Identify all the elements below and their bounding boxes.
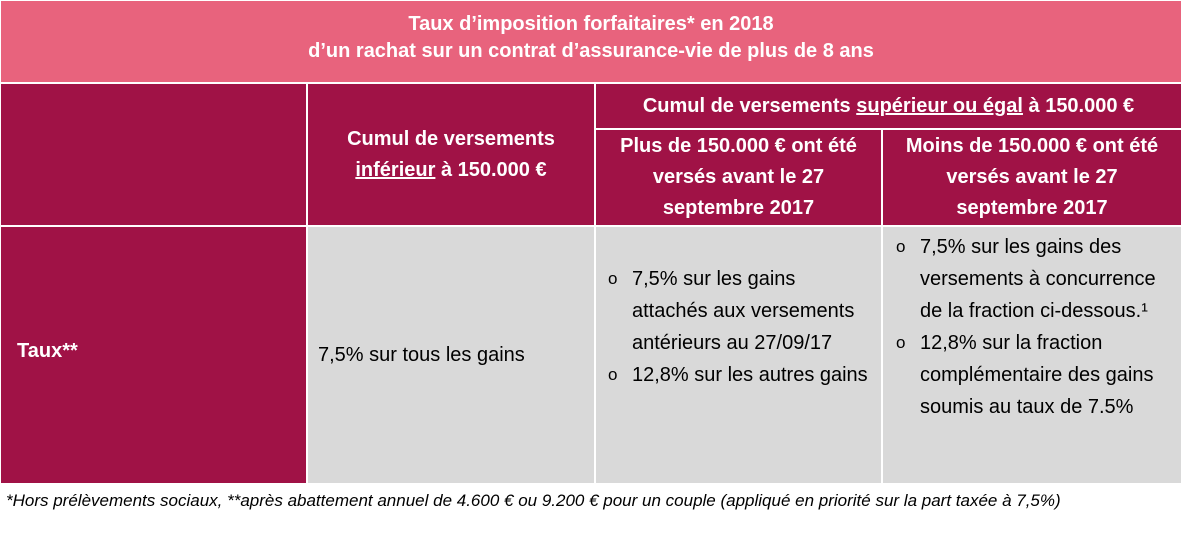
- moins-rate-item-2: 12,8% sur la fraction complémentaire des gains soumis au taux de 7.5%: [920, 332, 1154, 418]
- row-label-cell: [0, 226, 307, 484]
- list-item: [603, 263, 871, 359]
- table-title: [0, 0, 1182, 83]
- footnote: *Hors prélèvements sociaux, **après abattement annuel de 4.600 € ou 9.200 € pour un couple (appliqué en priorité sur la part taxée à 7,5%): [6, 491, 1061, 510]
- moins-rate-cell: [882, 226, 1182, 484]
- inferieur-rate-cell: [307, 226, 595, 484]
- plus-rate-item-2: 12,8% sur les autres gains: [632, 364, 868, 386]
- plus-rate-list: [603, 263, 871, 391]
- bullet-marker: o: [896, 237, 906, 256]
- bullet-marker: o: [608, 269, 618, 288]
- moins-rate-list: [891, 231, 1159, 423]
- header-plus-cell: [595, 129, 882, 226]
- row-label: Taux**: [17, 340, 78, 362]
- bullet-marker: o: [896, 333, 906, 352]
- header-inferieur-cell: [307, 83, 595, 226]
- header-superieur-prefix: Cumul de versements: [642, 94, 857, 117]
- header-inferieur-underlined: inférieur: [355, 158, 436, 181]
- header-inferieur-rest: à 150.000 €: [435, 158, 547, 181]
- bullet-marker: o: [608, 365, 618, 384]
- plus-rate-item-1: 7,5% sur les gains attachés aux versements antérieurs au 27/09/17: [632, 268, 855, 354]
- plus-rate-cell: [595, 226, 882, 484]
- inferieur-rate-text: 7,5% sur tous les gains: [318, 344, 525, 366]
- header-superieur-suffix: à 150.000 €: [1022, 94, 1135, 117]
- moins-rate-item-1: 7,5% sur les gains des versements à concurrence de la fraction ci-dessous.¹: [920, 236, 1156, 322]
- header-superieur-underlined: supérieur ou égal: [856, 94, 1023, 117]
- table-title-line-2: d’un rachat sur un contrat d’assurance-vie de plus de 8 ans: [308, 40, 874, 62]
- list-item: [891, 231, 1159, 327]
- header-superieur-cell: [595, 83, 1182, 129]
- list-item: [891, 327, 1159, 423]
- header-moins-cell: [882, 129, 1182, 226]
- list-item: [603, 359, 871, 391]
- header-moins-text: Moins de 150.000 € ont été versés avant le 27 septembre 2017: [905, 135, 1159, 219]
- header-corner-cell: [0, 83, 307, 226]
- header-inferieur-line-1: Cumul de versements: [347, 127, 555, 150]
- header-plus-text: Plus de 150.000 € ont été versés avant le 27 septembre 2017: [620, 135, 857, 219]
- table-title-line-1: Taux d’imposition forfaitaires* en 2018: [408, 13, 774, 35]
